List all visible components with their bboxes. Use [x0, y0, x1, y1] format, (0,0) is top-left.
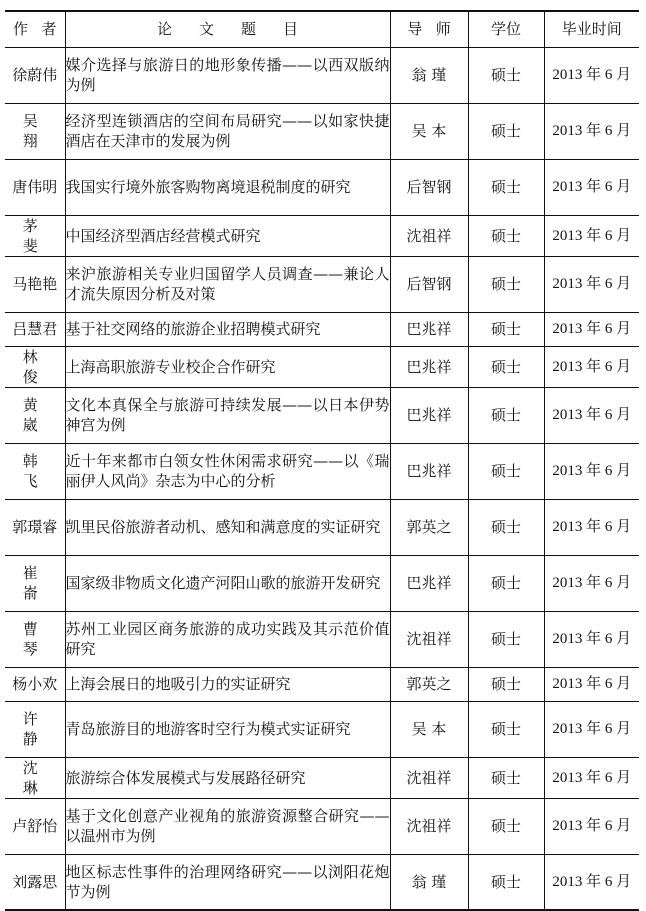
author-cell: 马艳艳 — [5, 256, 65, 312]
table-row — [5, 103, 639, 159]
date-cell: 2013 年 6 月 — [544, 443, 639, 499]
degree-cell: 硕士 — [468, 346, 544, 387]
date-cell: 2013 年 6 月 — [544, 499, 639, 555]
author-cell: 沈 琳 — [5, 757, 65, 798]
advisor-cell: 巴兆祥 — [390, 555, 468, 611]
table-row — [5, 798, 639, 854]
date-cell: 2013 年 6 月 — [544, 798, 639, 854]
title-cell: 地区标志性事件的治理网络研究——以浏阳花炮节为例 — [65, 854, 390, 910]
advisor-cell: 沈祖祥 — [390, 757, 468, 798]
advisor-cell: 巴兆祥 — [390, 387, 468, 443]
table-row — [5, 256, 639, 312]
degree-cell: 硕士 — [468, 854, 544, 910]
date-cell: 2013 年 6 月 — [544, 387, 639, 443]
degree-cell: 硕士 — [468, 387, 544, 443]
degree-cell: 硕士 — [468, 47, 544, 103]
date-cell: 2013 年 6 月 — [544, 611, 639, 667]
advisor-cell: 巴兆祥 — [390, 346, 468, 387]
author-cell: 郭璟睿 — [5, 499, 65, 555]
author-cell: 吕慧君 — [5, 312, 65, 346]
author-cell: 黄 崴 — [5, 387, 65, 443]
date-cell: 2013 年 6 月 — [544, 215, 639, 256]
date-cell: 2013 年 6 月 — [544, 159, 639, 215]
table-row — [5, 555, 639, 611]
table-row — [5, 443, 639, 499]
table-row — [5, 499, 639, 555]
degree-cell: 硕士 — [468, 256, 544, 312]
table-header-row — [5, 11, 639, 47]
table-row — [5, 854, 639, 910]
degree-cell: 硕士 — [468, 701, 544, 757]
table-row — [5, 215, 639, 256]
table-row — [5, 346, 639, 387]
advisor-cell: 郭英之 — [390, 667, 468, 701]
title-cell: 媒介选择与旅游日的地形象传播——以西双版纳为例 — [65, 47, 390, 103]
title-cell: 经济型连锁酒店的空间布局研究——以如家快捷酒店在天津市的发展为例 — [65, 103, 390, 159]
header-title: 论文题目 — [65, 11, 390, 47]
title-cell: 国家级非物质文化遗产河阳山歌的旅游开发研究 — [65, 555, 390, 611]
author-cell: 杨小欢 — [5, 667, 65, 701]
table-row — [5, 757, 639, 798]
advisor-cell: 巴兆祥 — [390, 443, 468, 499]
thesis-table — [5, 10, 639, 911]
title-cell: 文化本真保全与旅游可持续发展——以日本伊势神宫为例 — [65, 387, 390, 443]
date-cell: 2013 年 6 月 — [544, 667, 639, 701]
author-cell: 崔 嵛 — [5, 555, 65, 611]
degree-cell: 硕士 — [468, 312, 544, 346]
title-cell: 凯里民俗旅游者动机、感知和满意度的实证研究 — [65, 499, 390, 555]
title-cell: 苏州工业园区商务旅游的成功实践及其示范价值研究 — [65, 611, 390, 667]
date-cell: 2013 年 6 月 — [544, 555, 639, 611]
degree-cell: 硕士 — [468, 798, 544, 854]
title-cell: 青岛旅游目的地游客时空行为模式实证研究 — [65, 701, 390, 757]
advisor-cell: 翁 瑾 — [390, 854, 468, 910]
author-cell: 韩 飞 — [5, 443, 65, 499]
degree-cell: 硕士 — [468, 215, 544, 256]
author-cell: 徐蔚伟 — [5, 47, 65, 103]
title-cell: 基于社交网络的旅游企业招聘模式研究 — [65, 312, 390, 346]
degree-cell: 硕士 — [468, 757, 544, 798]
degree-cell: 硕士 — [468, 499, 544, 555]
author-cell: 许 静 — [5, 701, 65, 757]
advisor-cell: 吴 本 — [390, 103, 468, 159]
table-row — [5, 667, 639, 701]
degree-cell: 硕士 — [468, 159, 544, 215]
title-cell: 中国经济型酒店经营模式研究 — [65, 215, 390, 256]
title-cell: 上海高职旅游专业校企合作研究 — [65, 346, 390, 387]
date-cell: 2013 年 6 月 — [544, 757, 639, 798]
header-degree: 学位 — [468, 11, 544, 47]
degree-cell: 硕士 — [468, 443, 544, 499]
advisor-cell: 沈祖祥 — [390, 611, 468, 667]
title-cell: 近十年来都市白领女性休闲需求研究——以《瑞丽伊人风尚》杂志为中心的分析 — [65, 443, 390, 499]
date-cell: 2013 年 6 月 — [544, 312, 639, 346]
title-cell: 来沪旅游相关专业归国留学人员调查——兼论人才流失原因分析及对策 — [65, 256, 390, 312]
date-cell: 2013 年 6 月 — [544, 47, 639, 103]
advisor-cell: 后智钢 — [390, 159, 468, 215]
author-cell: 吴 翔 — [5, 103, 65, 159]
author-cell: 曹 琴 — [5, 611, 65, 667]
date-cell: 2013 年 6 月 — [544, 854, 639, 910]
table-row — [5, 701, 639, 757]
table-row — [5, 47, 639, 103]
date-cell: 2013 年 6 月 — [544, 256, 639, 312]
advisor-cell: 沈祖祥 — [390, 215, 468, 256]
author-cell: 卢舒怡 — [5, 798, 65, 854]
table-row — [5, 611, 639, 667]
date-cell: 2013 年 6 月 — [544, 103, 639, 159]
title-cell: 基于文化创意产业视角的旅游资源整合研究——以温州市为例 — [65, 798, 390, 854]
table-row — [5, 312, 639, 346]
header-graduation-time: 毕业时间 — [544, 11, 639, 47]
title-cell: 旅游综合体发展模式与发展路径研究 — [65, 757, 390, 798]
degree-cell: 硕士 — [468, 103, 544, 159]
degree-cell: 硕士 — [468, 611, 544, 667]
advisor-cell: 沈祖祥 — [390, 798, 468, 854]
advisor-cell: 巴兆祥 — [390, 312, 468, 346]
advisor-cell: 翁 瑾 — [390, 47, 468, 103]
degree-cell: 硕士 — [468, 555, 544, 611]
author-cell: 林 俊 — [5, 346, 65, 387]
degree-cell: 硕士 — [468, 667, 544, 701]
date-cell: 2013 年 6 月 — [544, 346, 639, 387]
author-cell: 唐伟明 — [5, 159, 65, 215]
author-cell: 刘露思 — [5, 854, 65, 910]
header-advisor: 导师 — [390, 11, 468, 47]
title-cell: 上海会展日的地吸引力的实证研究 — [65, 667, 390, 701]
table-row — [5, 159, 639, 215]
table-row — [5, 387, 639, 443]
header-author: 作者 — [5, 11, 65, 47]
title-cell: 我国实行境外旅客购物离境退税制度的研究 — [65, 159, 390, 215]
author-cell: 茅 斐 — [5, 215, 65, 256]
advisor-cell: 后智钢 — [390, 256, 468, 312]
date-cell: 2013 年 6 月 — [544, 701, 639, 757]
advisor-cell: 吴 本 — [390, 701, 468, 757]
advisor-cell: 郭英之 — [390, 499, 468, 555]
